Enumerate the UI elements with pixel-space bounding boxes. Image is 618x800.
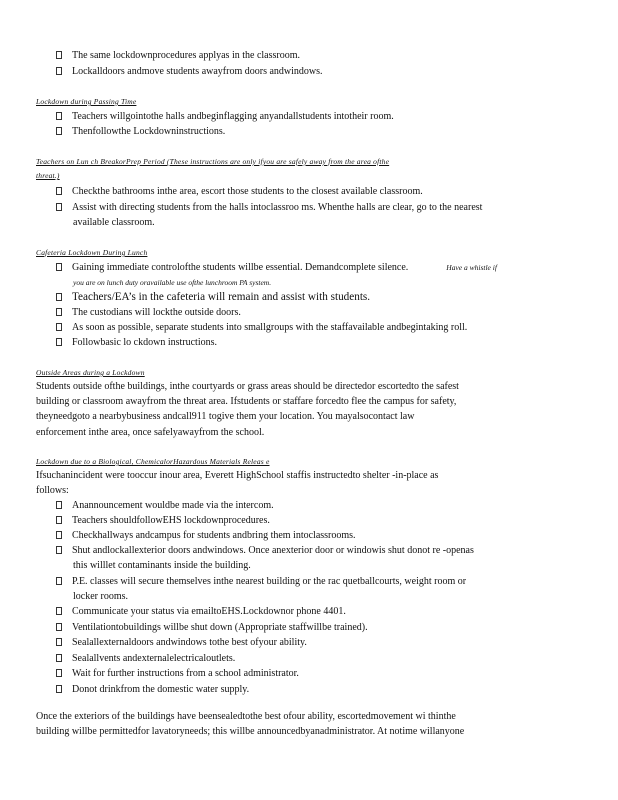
bullet-item [56,126,225,137]
bullet-continuation: you are on lunch duty oravailable use ofthe lunchroom PA system. [73,278,272,287]
bullet-item [56,322,467,333]
paragraph-line: Once the exteriors of the buildings have beensealedtothe best ofour ability, escortedmovement wi thinthe [36,711,456,722]
paragraph-line: theyneedgoto a nearbybusiness andcall911 togive them your location. You mayalsocontact law [36,411,415,422]
text: Shut andlockallexterior doors andwindows. Once anexterior door or windowis shut donot re -openas [72,545,474,556]
checkbox-bullet-icon [56,112,62,120]
bullet-item [56,545,474,556]
bullet-item [56,262,497,273]
text: Gaining immediate controlofthe students willbe essential. Demandcomplete silence. [72,262,409,273]
bullet-item [56,653,235,664]
text: Teachers/EA’s in the cafeteria will remain and assist with students. [72,291,371,303]
section-heading: Outside Areas during a Lockdown [36,368,145,377]
text-italic: Have a whistle if [446,263,497,272]
text: Thenfollowthe Lockdowninstructions. [72,126,226,137]
bullet-item [56,50,300,61]
checkbox-bullet-icon [56,546,62,554]
section-heading: Lockdown during Passing Time [36,97,137,106]
text: Teachers willgointothe halls andbeginflagging anyandallstudents intotheir room. [72,111,394,122]
text: Ventilationtobuildings willbe shut down (Appropriate staffwillbe trained). [72,622,368,633]
paragraph-line: building willbe permittedfor lavatoryneeds; this willbe announcedbyanadministrator. At notime willanyone [36,726,465,737]
bullet-item [56,637,307,648]
bullet-item [56,337,217,348]
checkbox-bullet-icon [56,623,62,631]
bullet-item [56,684,249,695]
text: Followbasic lo ckdown instructions. [72,337,217,348]
bullet-continuation: this willlet contaminants inside the building. [73,560,251,571]
bullet-continuation: locker rooms. [73,591,128,602]
paragraph-line: Ifsuchanincident were tooccur inour area, Everett HighSchool staffis instructedto shelter -in-place as [36,470,439,481]
text: Assist with directing students from the halls intoclassroo ms. Whenthe halls are clear, go to the nearest [72,202,483,213]
checkbox-bullet-icon [56,51,62,59]
bullet-item [56,606,346,617]
bullet-continuation: available classroom. [73,217,155,228]
text: Checkthe bathrooms inthe area, escort those students to the closest available classroom. [72,186,423,197]
checkbox-bullet-icon [56,127,62,135]
text: Communicate your status via emailtoEHS.Lockdownor phone 4401. [72,606,346,617]
text: Lockalldoors andmove students awayfrom doors andwindows. [72,66,323,77]
text: Sealallvents andexternalelectricaloutlets. [72,653,236,664]
bullet-item [56,500,274,511]
checkbox-bullet-icon [56,577,62,585]
checkbox-bullet-icon [56,516,62,524]
checkbox-bullet-icon [56,531,62,539]
checkbox-bullet-icon [56,263,62,271]
bullet-item [56,307,241,318]
text: Anannouncement wouldbe made via the intercom. [72,500,274,511]
section-heading: Teachers on Lun ch BreakorPrep Period (These instructions are only ifyou are safely away from the area ofthe [36,157,390,166]
text: Sealallexternaldoors andwindows tothe best ofyour ability. [72,637,307,648]
checkbox-bullet-icon [56,638,62,646]
text: Teachers shouldfollowEHS lockdownprocedures. [72,515,270,526]
bullet-item [56,186,423,197]
bullet-item [56,668,299,679]
text: P.E. classes will secure themselves inthe nearest building or the rac quetballcourts, weight room or [72,576,467,587]
bullet-item [56,291,370,303]
checkbox-bullet-icon [56,67,62,75]
bullet-item [56,622,368,633]
text: Donot drinkfrom the domestic water supply. [72,684,250,695]
paragraph-line: building or classroom awayfrom the threat area. Ifstudents or staffare forcedto flee the campus for safety, [36,396,457,407]
checkbox-bullet-icon [56,501,62,509]
checkbox-bullet-icon [56,187,62,195]
section-heading-continued: threat.) [36,171,60,180]
section-heading: Lockdown due to a Biological, ChemicalorHazardous Materials Releas e [36,457,270,466]
text: Checkhallways andcampus for students andbring them intoclassrooms. [72,530,356,541]
checkbox-bullet-icon [56,685,62,693]
checkbox-bullet-icon [56,607,62,615]
paragraph-line: Students outside ofthe buildings, inthe courtyards or grass areas should be directedor escortedto the safest [36,381,459,392]
paragraph-line: follows: [36,485,69,496]
paragraph-line: enforcement inthe area, once safelyawayfrom the school. [36,427,265,438]
checkbox-bullet-icon [56,203,62,211]
section-heading: Cafeteria Lockdown During Lunch [36,248,148,257]
bullet-item [56,576,466,587]
text: Wait for further instructions from a school administrator. [72,668,299,679]
checkbox-bullet-icon [56,669,62,677]
text: As soon as possible, separate students into smallgroups with the staffavailable andbegintaking roll. [72,322,468,333]
checkbox-bullet-icon [56,293,62,301]
bullet-item [56,111,394,122]
text: The same lockdownprocedures applyas in the classroom. [72,50,300,61]
checkbox-bullet-icon [56,323,62,331]
bullet-item [56,515,270,526]
checkbox-bullet-icon [56,308,62,316]
checkbox-bullet-icon [56,654,62,662]
checkbox-bullet-icon [56,338,62,346]
text: The custodians will lockthe outside doors. [72,307,241,318]
bullet-item [56,66,323,77]
bullet-item [56,202,482,213]
bullet-item [56,530,356,541]
